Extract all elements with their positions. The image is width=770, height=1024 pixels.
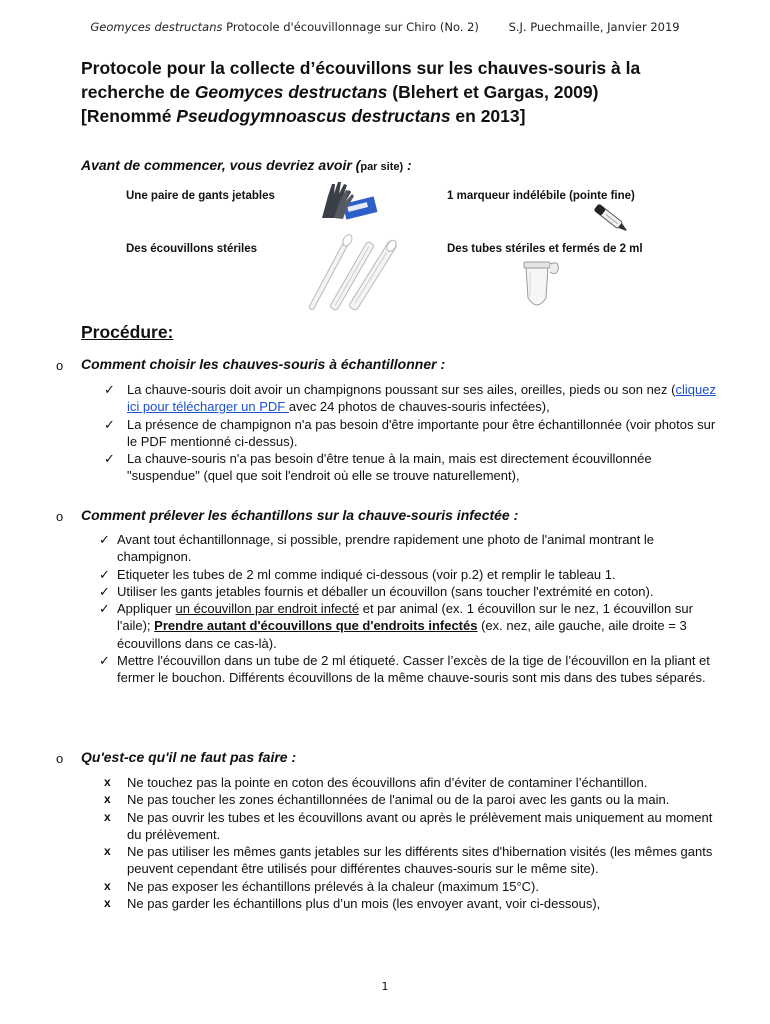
par-site-note: par site) (360, 161, 404, 173)
list-item-text: Ne touchez pas la pointe en coton des écouvillons afin d’éviter de contaminer l’échantillon. (127, 775, 648, 790)
material-marker-label: 1 marqueur indélébile (pointe fine) (447, 190, 635, 202)
gloves-image (318, 178, 380, 222)
section-2-list (0, 531, 770, 687)
list-item-text: et par animal (ex. 1 écouvillon sur le nez, 1 écouvillon sur l'aile); (117, 601, 693, 634)
list-item-text: Ne pas ouvrir les tubes et les écouvillons avant ou après le prélèvement mais uniquement au moment du prélèvement. (127, 809, 713, 842)
section-1-bullet: o (56, 358, 64, 373)
check-icon: ✓ (104, 451, 115, 467)
section-donts (0, 749, 770, 912)
list-item-text: Utiliser les gants jetables fournis et déballer un écouvillon (sans toucher l'extrémité en coton). (117, 583, 654, 599)
section-3-list (0, 774, 770, 912)
material-tubes-label: Des tubes stériles et fermés de 2 ml (447, 243, 643, 255)
swabs-image (300, 228, 400, 320)
list-item-text: Ne pas exposer les échantillons prélevés à la chaleur (maximum 15°C). (127, 878, 539, 894)
marker-image (590, 199, 636, 241)
title-line-2-pre: recherche de (81, 82, 195, 102)
list-item-text: Etiqueter les tubes de 2 ml comme indiqué ci-dessous (voir p.2) et remplir le tableau 1. (117, 566, 616, 582)
title-line-3-post: en 2013] (450, 106, 526, 126)
document-title (81, 56, 721, 128)
list-item (0, 450, 770, 485)
list-item-text: (ex. nez, aile gauche, aile droite = 3 écouvillons dans ce cas-là). (117, 618, 687, 651)
cross-icon: x (104, 809, 111, 824)
list-item (0, 774, 770, 791)
list-item (0, 878, 770, 895)
list-item-text: La chauve-souris doit avoir un champignons poussant sur ses ailes, oreilles, pieds ou son nez ( (127, 382, 676, 397)
list-item-text: Mettre l'écouvillon dans un tube de 2 ml étiqueté. Casser l’excès de la tige de l’écouvillon en la pliant et fermer le bouchon. Différents écouvillons de la même chauve-souris sont mis dans des tubes séparés. (117, 653, 710, 686)
section-1-list (0, 381, 770, 485)
list-item-text: Ne pas garder les échantillons plus d’un mois (les envoyer avant, voir ci-dessous), (127, 896, 601, 912)
tube-image (512, 258, 564, 314)
list-item (0, 843, 770, 878)
section-3-title: Qu'est-ce qu'il ne faut pas faire : (81, 749, 297, 765)
cross-icon: x (104, 878, 111, 893)
page-number: 1 (381, 980, 389, 993)
list-item (0, 809, 770, 844)
title-line-1: Protocole pour la collecte d’écouvillons sur les chauves-souris à la (81, 58, 641, 78)
list-item-text: La présence de champignon n'a pas besoin d'être importante pour être échantillonnée (voir photos sur le PDF mentionné ci-dessus). (127, 416, 716, 449)
section-2-heading (0, 507, 770, 527)
prerequisites-colon: : (403, 157, 412, 173)
underlined-text: un écouvillon par endroit infecté (175, 601, 360, 617)
header-author: S.J. Puechmaille, Janvier 2019 (508, 20, 680, 34)
list-item-text: Appliquer (117, 601, 176, 617)
cross-icon: x (104, 792, 111, 807)
list-item-text: Avant tout échantillonnage, si possible, prendre rapidement une photo de l'animal montrant le champignon. (117, 532, 655, 565)
prerequisites-text: Avant de commencer, vous devriez avoir ( (81, 157, 361, 173)
section-sampling (0, 507, 770, 687)
title-line-2 (81, 80, 721, 104)
cross-icon: x (104, 775, 111, 789)
check-icon: ✓ (99, 532, 110, 547)
running-header (0, 20, 770, 34)
check-icon: ✓ (104, 416, 115, 432)
list-item (0, 416, 770, 451)
download-pdf-link[interactable]: cliquez ici pour télécharger un PDF (127, 382, 716, 415)
list-item-text: Ne pas toucher les zones échantillonnées de l'animal ou de la paroi avec les gants ou la main. (127, 792, 670, 808)
section-2-title: Comment prélever les échantillons sur la chauve-souris infectée : (81, 507, 519, 523)
list-item (0, 791, 770, 808)
section-3-heading (0, 749, 770, 769)
check-icon: ✓ (99, 566, 110, 582)
check-icon: ✓ (99, 653, 110, 669)
prerequisites-heading (81, 157, 412, 173)
section-1-heading (0, 356, 770, 376)
cross-icon: x (104, 844, 111, 859)
title-line-3-pre: [Renommé (81, 106, 177, 126)
material-gloves-label: Une paire de gants jetables (126, 190, 275, 202)
check-icon: ✓ (104, 382, 115, 397)
title-renamed-species: Pseudogymnoascus destructans (176, 106, 451, 126)
procedure-heading: Procédure: (81, 322, 174, 342)
header-species: Geomyces destructans (90, 20, 223, 34)
header-subtitle: Protocole d'écouvillonnage sur Chiro (No. 2) (226, 20, 479, 34)
list-item (0, 583, 770, 600)
section-choose-bats (0, 356, 770, 485)
cross-icon: x (104, 896, 111, 911)
list-item (0, 895, 770, 912)
section-3-bullet: o (56, 751, 64, 766)
emphasis-text: Prendre autant d'écouvillons que d'endroits infectés (154, 618, 478, 634)
list-item-text: Ne pas utiliser les mêmes gants jetables sur les différents sites d'hibernation visités (les mêmes gants peuvent cependant être utilisés pour différentes chauves-souris sur le même site). (127, 844, 713, 877)
material-swabs-label: Des écouvillons stériles (126, 243, 258, 255)
title-line-2-post: (Blehert et Gargas, 2009) (387, 82, 599, 102)
section-1-title: Comment choisir les chauves-souris à échantillonner : (81, 356, 446, 372)
list-item (0, 381, 770, 416)
list-item (0, 600, 770, 652)
section-2-bullet: o (56, 509, 64, 524)
list-item-text: avec 24 photos de chauves-souris infectées), (288, 399, 550, 415)
title-line-3 (81, 104, 721, 128)
list-item-text: La chauve-souris n'a pas besoin d'être tenue à la main, mais est directement écouvillonnée "suspendue" (quel que soit l'endroit où elle se trouve naturellement), (127, 451, 652, 484)
check-icon: ✓ (99, 601, 110, 617)
list-item (0, 566, 770, 583)
list-item (0, 531, 770, 566)
check-icon: ✓ (99, 583, 110, 599)
title-species: Geomyces destructans (194, 82, 388, 102)
list-item (0, 652, 770, 687)
